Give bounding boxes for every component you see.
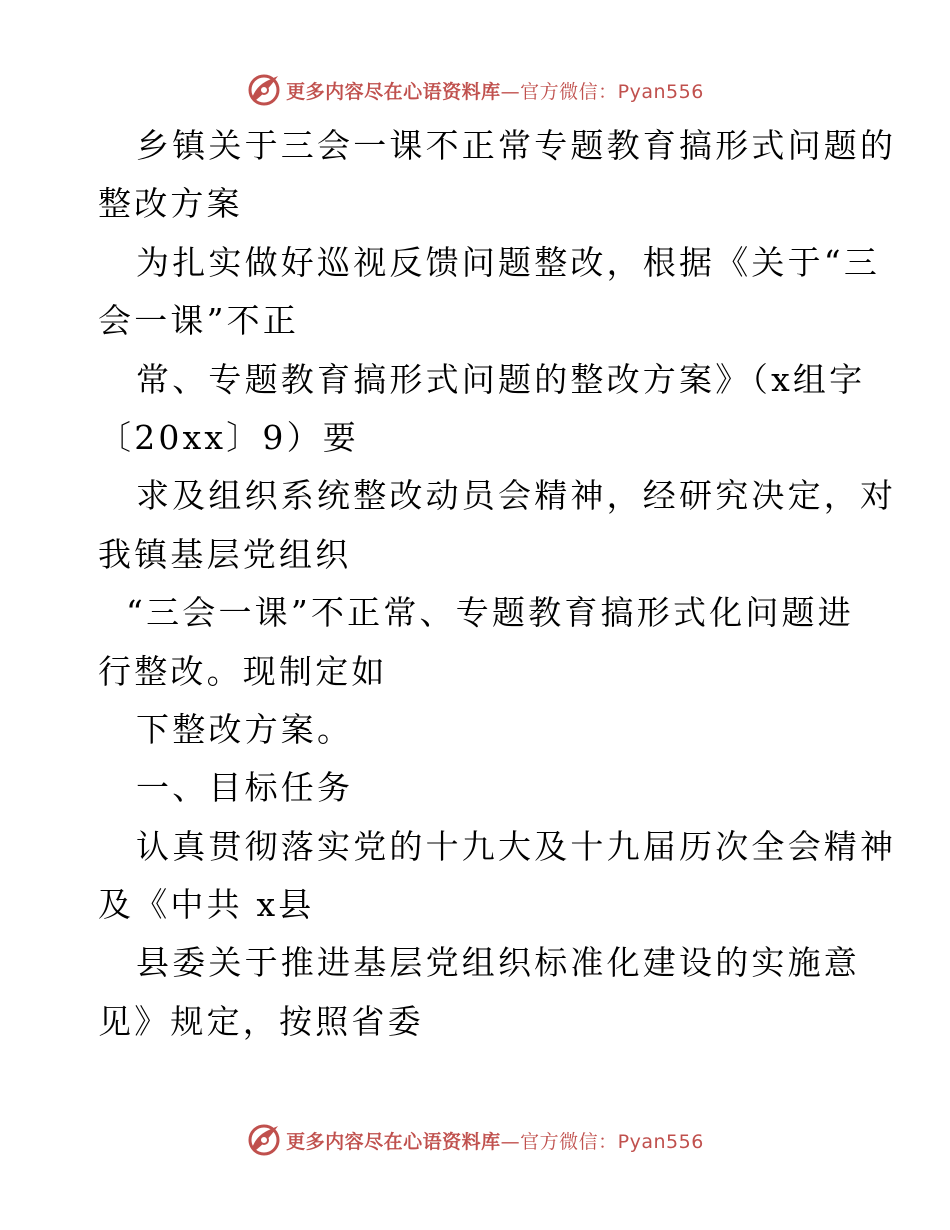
watermark-separator: — [500, 80, 521, 103]
doc-paragraph-line: 见》规定，按照省委 [98, 1001, 424, 1041]
doc-paragraph-line: 行整改。现制定如 [98, 651, 388, 691]
doc-paragraph-line: 认真贯彻落实党的十九大及十九届历次全会精神 [136, 826, 897, 866]
document-body [98, 117, 897, 1051]
doc-paragraph-line: 我镇基层党组织 [98, 534, 352, 574]
doc-paragraph-line: 〔20xx〕9）要 [98, 417, 360, 457]
watermark-wechat: 官方微信：Pyan556 [520, 1130, 704, 1153]
logo-icon [246, 1122, 282, 1158]
header-watermark [0, 70, 950, 110]
watermark-text [286, 77, 704, 104]
watermark-brand: 更多内容尽在心语资料库 [286, 80, 501, 103]
doc-paragraph-line: 会一课”不正 [98, 301, 300, 341]
doc-paragraph-line: 为扎实做好巡视反馈问题整改，根据《关于“三 [136, 242, 881, 282]
section-heading: 一、目标任务 [136, 768, 354, 808]
doc-paragraph-line: “三会一课”不正常、专题教育搞形式化问题进 [126, 593, 854, 633]
watermark-brand: 更多内容尽在心语资料库 [286, 1130, 501, 1153]
watermark-wechat: 官方微信：Pyan556 [520, 80, 704, 103]
watermark-separator: — [500, 1130, 521, 1153]
doc-paragraph-line: 及《中共 x县 [98, 885, 315, 925]
watermark-text [286, 1127, 704, 1154]
logo-icon [246, 72, 282, 108]
doc-title-line-1: 乡镇关于三会一课不正常专题教育搞形式问题的 [136, 126, 897, 165]
doc-paragraph-line: 常、专题教育搞形式问题的整改方案》（x组字 [136, 359, 866, 399]
doc-paragraph-line: 下整改方案。 [136, 709, 354, 749]
doc-paragraph-line: 求及组织系统整改动员会精神，经研究决定，对 [136, 476, 897, 516]
doc-paragraph-line: 县委关于推进基层党组织标准化建设的实施意 [136, 943, 860, 983]
doc-title-line-2: 整改方案 [98, 184, 243, 224]
footer-watermark [0, 1120, 950, 1160]
